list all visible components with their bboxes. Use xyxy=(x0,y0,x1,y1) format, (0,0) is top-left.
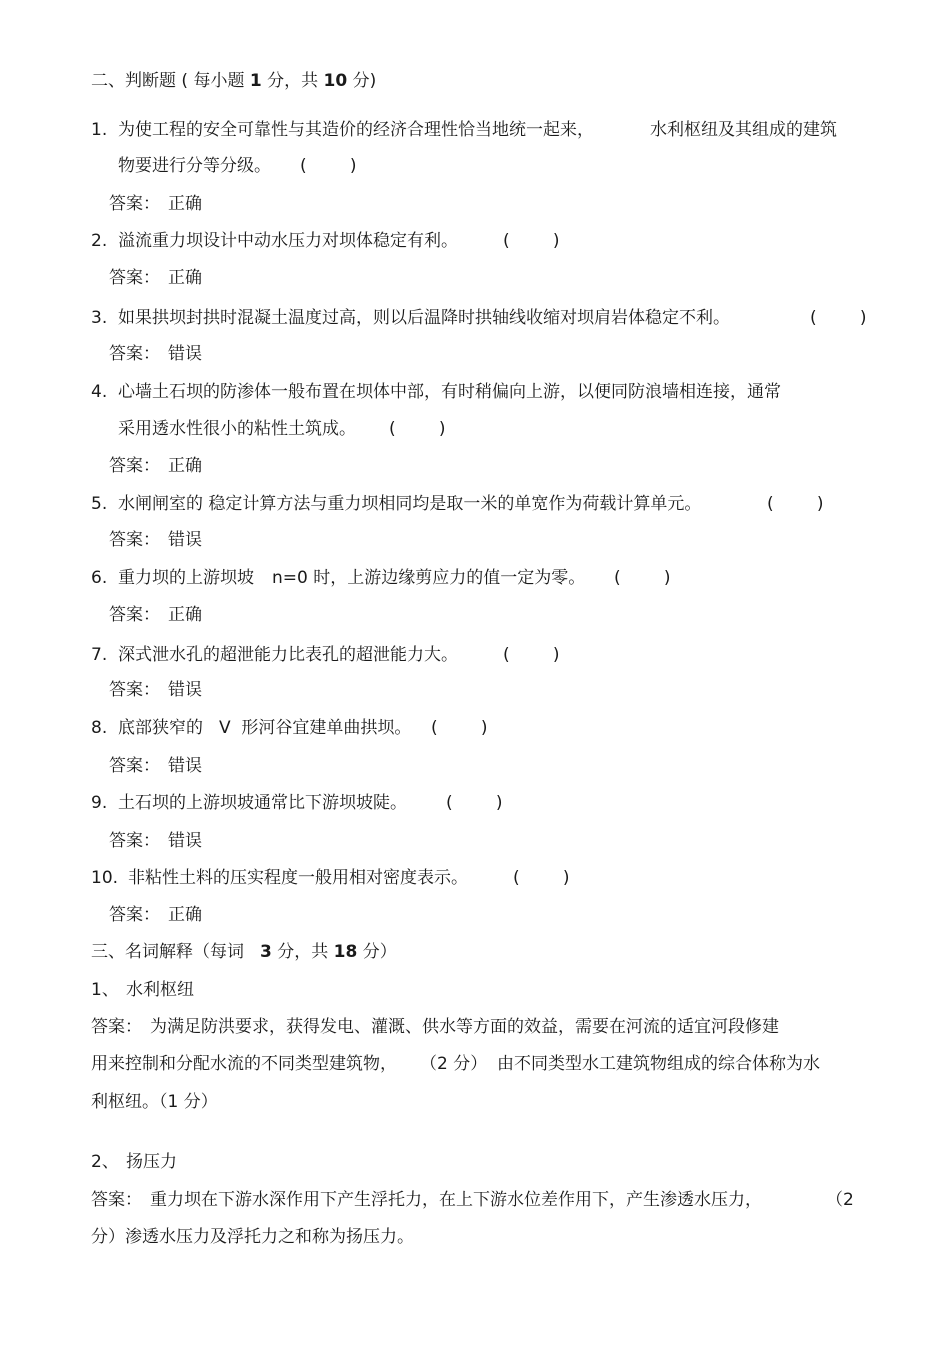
question-7-text: 深式泄水孔的超泄能力比表孔的超泄能力大。 xyxy=(118,645,458,665)
term-2-answer-line2: 分）渗透水压力及浮托力之和称为扬压力。 xyxy=(91,1227,414,1247)
question-number: 6. xyxy=(91,568,108,588)
answer-label: 答案： xyxy=(109,756,160,776)
score-note: （2 分） xyxy=(420,1054,488,1074)
heading-number: 1 xyxy=(249,71,262,91)
term-number: 2、 xyxy=(91,1152,119,1172)
heading-text: 分） xyxy=(357,942,397,962)
question-2-text: 溢流重力坝设计中动水压力对坝体稳定有利。 xyxy=(118,231,458,251)
question-4-text: 心墙土石坝的防渗体一般布置在坝体中部，有时稍偏向上游，以便同防浪墙相连接，通常 xyxy=(118,382,781,402)
question-6-text-cont: n=0 时，上游边缘剪应力的值一定为零。 xyxy=(272,568,586,588)
answer-bracket: ( ) xyxy=(389,419,446,439)
question-1-text: 为使工程的安全可靠性与其造价的经济合理性恰当地统一起来， xyxy=(118,120,594,140)
answer-value: 错误 xyxy=(168,680,202,700)
question-10-text: 非粘性土料的压实程度一般用相对密度表示。 xyxy=(128,868,468,888)
heading-text: 分，共 xyxy=(271,942,334,962)
answer-bracket: ( ) xyxy=(431,718,488,738)
term-number: 1、 xyxy=(91,980,119,1000)
heading-text: 二、判断题 ( 每小题 xyxy=(91,71,250,91)
answer-label: 答案： xyxy=(109,456,160,476)
answer-label: 答案： xyxy=(109,194,160,214)
answer-bracket: ( ) xyxy=(767,494,824,514)
question-number: 3. xyxy=(91,308,108,328)
question-1-text-line2: 物要进行分等分级。 xyxy=(118,156,271,176)
question-number: 4. xyxy=(91,382,108,402)
term-title: 扬压力 xyxy=(126,1152,177,1172)
question-4-text-line2: 采用透水性很小的粘性土筑成。 xyxy=(118,419,356,439)
answer-label: 答案： xyxy=(109,530,160,550)
answer-value: 正确 xyxy=(168,194,202,214)
answer-value: 错误 xyxy=(168,756,202,776)
question-8-text-cont: V 形河谷宜建单曲拱坝。 xyxy=(219,718,412,738)
question-5-text: 水闸闸室的 稳定计算方法与重力坝相同均是取一米的单宽作为荷载计算单元。 xyxy=(118,494,702,514)
answer-label: 答案： xyxy=(109,605,160,625)
question-number: 9. xyxy=(91,793,108,813)
answer-value: 正确 xyxy=(168,605,202,625)
question-number: 2. xyxy=(91,231,108,251)
answer-value: 正确 xyxy=(168,456,202,476)
answer-bracket: ( ) xyxy=(300,156,357,176)
question-1-text-cont: 水利枢纽及其组成的建筑 xyxy=(650,120,837,140)
term-1-answer-line2-cont: 由不同类型水工建筑物组成的综合体称为水 xyxy=(497,1054,820,1074)
question-number: 10. xyxy=(91,868,119,888)
answer-label: 答案： xyxy=(109,905,160,925)
answer-value: 错误 xyxy=(168,344,202,364)
question-3-text: 如果拱坝封拱时混凝土温度过高，则以后温降时拱轴线收缩对坝肩岩体稳定不利。 xyxy=(118,308,730,328)
question-9-text: 土石坝的上游坝坡通常比下游坝坡陡。 xyxy=(118,793,407,813)
question-number: 7. xyxy=(91,645,108,665)
answer-bracket: ( ) xyxy=(810,308,867,328)
answer-label: 答案： xyxy=(91,1190,142,1210)
heading-text: 三、名词解释（每词 xyxy=(91,942,244,962)
heading-number: 18 xyxy=(333,942,358,962)
answer-label: 答案： xyxy=(109,344,160,364)
section-heading-terms xyxy=(91,941,397,963)
answer-value: 错误 xyxy=(168,530,202,550)
term-1-answer-line2: 用来控制和分配水流的不同类型建筑物， xyxy=(91,1054,397,1074)
answer-value: 正确 xyxy=(168,268,202,288)
answer-label: 答案： xyxy=(109,268,160,288)
term-title: 水利枢纽 xyxy=(126,980,194,1000)
answer-label: 答案： xyxy=(109,680,160,700)
answer-bracket: ( ) xyxy=(446,793,503,813)
answer-bracket: ( ) xyxy=(513,868,570,888)
answer-value: 正确 xyxy=(168,905,202,925)
heading-text: 分) xyxy=(347,71,377,91)
score-note: （2 xyxy=(826,1190,854,1210)
answer-bracket: ( ) xyxy=(614,568,671,588)
term-1-answer-line3: 利枢纽。（1 分） xyxy=(91,1092,218,1112)
heading-number: 10 xyxy=(323,71,348,91)
heading-number: 3 xyxy=(260,942,272,962)
question-number: 5. xyxy=(91,494,108,514)
answer-value: 错误 xyxy=(168,831,202,851)
term-1-answer-line1: 为满足防洪要求，获得发电、灌溉、供水等方面的效益，需要在河流的适宜河段修建 xyxy=(150,1017,779,1037)
answer-bracket: ( ) xyxy=(503,645,560,665)
question-6-text: 重力坝的上游坝坡 xyxy=(118,568,254,588)
question-number: 1. xyxy=(91,120,108,140)
answer-label: 答案： xyxy=(91,1017,142,1037)
question-number: 8. xyxy=(91,718,108,738)
heading-text: 分，共 xyxy=(261,71,324,91)
answer-label: 答案： xyxy=(109,831,160,851)
answer-bracket: ( ) xyxy=(503,231,560,251)
section-heading-judgement xyxy=(91,70,376,92)
term-2-answer-line1: 重力坝在下游水深作用下产生浮托力，在上下游水位差作用下，产生渗透水压力， xyxy=(150,1190,762,1210)
question-1 xyxy=(91,119,107,141)
question-8-text: 底部狭窄的 xyxy=(118,718,203,738)
